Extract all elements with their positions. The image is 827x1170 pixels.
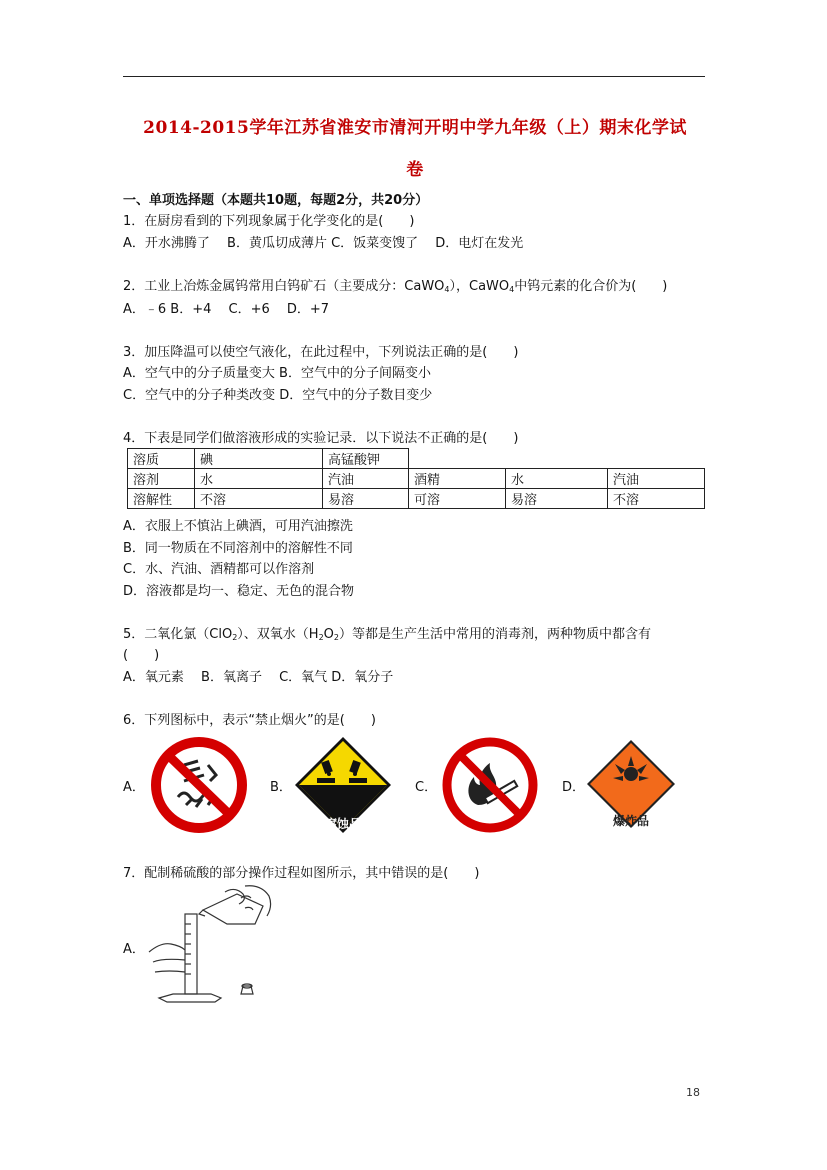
corrosive-sign-label: 腐蚀品: [324, 817, 361, 831]
table-cell: 高锰酸钾: [323, 449, 409, 469]
q6-label-c: C．: [415, 780, 438, 795]
table-cell: 溶解性: [128, 489, 195, 509]
header-rule: [123, 76, 705, 77]
q5-stem: 5．二氧化氯（ClO$_2$）、双氧水$(H_2O_2)$等都是生产生活中常用的消毒剂，两种物质中都含有: [123, 627, 652, 642]
table-row: [128, 449, 705, 469]
table-cell: 易溶: [323, 489, 409, 509]
table-cell: 易溶: [506, 489, 608, 509]
table-cell: 不溶: [195, 489, 323, 509]
q6-label-a: A．: [123, 780, 145, 795]
table-cell: 不溶: [608, 489, 705, 509]
q3-options-row1: A．空气中的分子质量变大 B．空气中的分子间隔变小: [123, 366, 431, 381]
q2-stem: 2．工业上冶炼金属钨常用白钨矿石（主要成分：CaWO$_4$），CaWO$_4$中钨元素的化合价为( ): [123, 279, 668, 294]
q1-options: A．开水沸腾了 B．黄瓜切成薄片 C．饭菜变馊了 D．电灯在发光: [123, 236, 524, 251]
measuring-cylinder-illustration: [145, 884, 285, 1009]
table-cell: 水: [506, 469, 608, 489]
solubility-table: [127, 448, 705, 509]
table-cell: 溶剂: [128, 469, 195, 489]
table-cell: 可溶: [409, 489, 506, 509]
table-cell: 汽油: [608, 469, 705, 489]
exam-title-line1: 2014-2015学年江苏省淮安市清河开明中学九年级（上）期末化学试: [143, 118, 687, 138]
table-cell: 碘: [195, 449, 323, 469]
no-fire-sign-icon: [440, 735, 540, 835]
q4-option-a: A．衣服上不慎沾上碘酒，可用汽油擦洗: [123, 519, 353, 534]
q4-option-c: C．水、汽油、酒精都可以作溶剂: [123, 562, 315, 577]
explosive-sign-label: 爆炸品: [612, 814, 649, 828]
page-number: 18: [686, 1086, 700, 1099]
q3-stem: 3．加压降温可以使空气液化，在此过程中，下列说法正确的是( ): [123, 345, 519, 360]
q7-label-a: A．: [123, 942, 145, 957]
q3-options-row2: C．空气中的分子种类改变 D．空气中的分子数目变少: [123, 388, 433, 403]
q2-options: A．﹣6 B．+4 C．+6 D．+7: [123, 302, 330, 317]
q5-stem-continued: ( ): [123, 648, 160, 663]
q6-label-d: D．: [562, 780, 586, 795]
exam-title-line2: 卷: [406, 160, 424, 180]
q6-label-b: B．: [270, 780, 292, 795]
table-cell: 水: [195, 469, 323, 489]
q5-options: A．氧元素 B．氧离子 C．氧气 D．氧分子: [123, 670, 394, 685]
table-cell: 汽油: [323, 469, 409, 489]
q4-option-b: B．同一物质在不同溶剂中的溶解性不同: [123, 541, 353, 556]
q7-stem: 7．配制稀硫酸的部分操作过程如图所示，其中错误的是( ): [123, 866, 480, 881]
table-cell: 溶质: [128, 449, 195, 469]
q4-option-d: D．溶液都是均一、稳定、无色的混合物: [123, 584, 355, 599]
no-dumping-sign-icon: [148, 735, 250, 835]
q4-stem: 4．下表是同学们做溶液形成的实验记录．以下说法不正确的是( ): [123, 431, 519, 446]
table-cell: 酒精: [409, 469, 506, 489]
q6-stem: 6．下列图标中，表示“禁止烟火”的是( ): [123, 713, 376, 728]
q1-stem: 1．在厨房看到的下列现象属于化学变化的是( ): [123, 214, 415, 229]
table-row: [128, 489, 705, 509]
table-row: [128, 469, 705, 489]
section-heading: 一、单项选择题（本题共10题，每题2分，共20分）: [123, 193, 429, 208]
